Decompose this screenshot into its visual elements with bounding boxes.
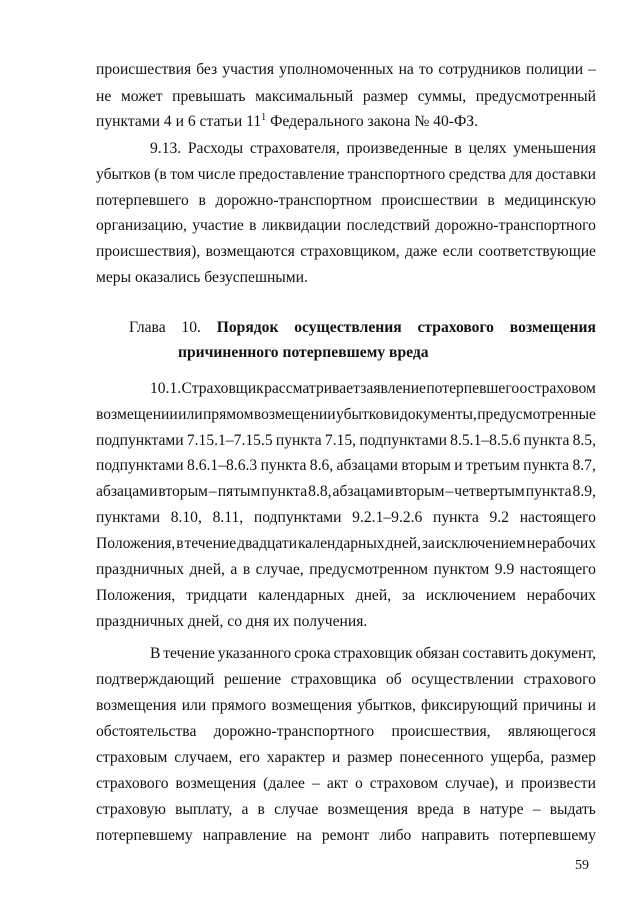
word: страховом <box>369 775 439 792</box>
word: 8.5, <box>572 432 596 449</box>
word: может <box>120 88 163 105</box>
word: для <box>509 166 533 183</box>
word: настоящего <box>519 509 596 526</box>
word: 7.15, <box>324 432 357 449</box>
text-line <box>96 696 596 716</box>
word: 8.7, <box>572 457 596 474</box>
word: страховую <box>96 801 166 818</box>
text-line <box>96 508 596 528</box>
word: предусмотренном <box>309 561 428 578</box>
word: произвести <box>520 775 596 792</box>
word: убытков <box>96 166 151 183</box>
word: дорожно-транспортного <box>213 723 375 740</box>
word: либо <box>379 827 412 844</box>
word: или <box>181 697 207 714</box>
word: пунктами <box>96 509 160 526</box>
word: – <box>208 483 217 500</box>
text-line <box>96 722 596 742</box>
word: Расходы <box>187 140 244 157</box>
word: дорожно-транспортном <box>215 192 372 209</box>
heading-word: осуществления <box>294 319 402 336</box>
word: 9.9 <box>494 561 515 578</box>
text-line <box>96 216 596 236</box>
text-line <box>96 482 596 502</box>
word: а <box>230 561 238 578</box>
word: том <box>170 166 195 183</box>
text-line <box>96 560 596 580</box>
word: происшествия), <box>96 243 201 260</box>
word: 9.2.1–9.2.6 <box>352 509 423 526</box>
word: дней, <box>189 561 225 578</box>
word: настоящего <box>519 561 596 578</box>
word: предусмотренный <box>475 88 596 105</box>
word: причины <box>522 697 583 714</box>
word: полиции <box>525 61 584 78</box>
word: или <box>178 406 203 423</box>
text-line: праздничных дней, со дня их получения. <box>96 613 368 630</box>
word: 8.9, <box>572 483 596 500</box>
word: заявление <box>360 380 426 397</box>
word: суммы, <box>417 88 467 105</box>
word: прямом <box>202 406 254 423</box>
word: страхового <box>96 775 169 792</box>
word: в <box>176 535 184 552</box>
text-fragment: пунктами 4 и 6 статьи 11 <box>96 113 262 130</box>
word: пунктом <box>433 561 490 578</box>
word: происшествия <box>96 61 192 78</box>
word: подпунктами <box>253 509 342 526</box>
heading-word: 10. <box>181 319 201 336</box>
word: а <box>241 801 249 818</box>
word: пункта <box>523 457 570 474</box>
word: средства <box>448 166 506 183</box>
word: за <box>401 587 416 604</box>
text-line <box>96 60 596 80</box>
word: третьим <box>466 457 520 474</box>
word: направление <box>202 827 287 844</box>
text-line <box>96 748 596 768</box>
word: и <box>391 406 400 423</box>
word: вторым <box>394 483 445 500</box>
text-line <box>96 670 596 690</box>
text-line <box>96 456 596 476</box>
word: (далее <box>263 775 305 792</box>
word: об <box>385 671 402 688</box>
text-line: меры оказались безуспешными. <box>96 269 308 286</box>
word: доставки <box>535 166 596 183</box>
word: вторым <box>158 483 208 500</box>
word: направить <box>421 827 490 844</box>
word: размер <box>362 88 409 105</box>
word: возмещении <box>253 406 336 423</box>
word: 8.6.1–8.6.3 <box>187 457 258 474</box>
word: и <box>587 697 596 714</box>
word: случаем, <box>174 749 233 766</box>
word: пункта <box>433 509 479 526</box>
word: Страховщик <box>181 380 264 397</box>
word: календарных <box>297 535 385 552</box>
word: выплату, <box>175 801 233 818</box>
word: пункта <box>260 457 307 474</box>
word: четвертым <box>454 483 525 500</box>
word: сотрудников <box>438 61 521 78</box>
word: решение <box>223 671 282 688</box>
word: целях <box>468 140 507 157</box>
word: 9.13. <box>150 140 182 157</box>
word: и <box>331 749 341 766</box>
word: 8.10, <box>170 509 202 526</box>
word: дней, <box>385 535 421 552</box>
word: 10.1. <box>150 380 182 397</box>
word: пункта <box>523 432 570 449</box>
word: возмещения <box>327 801 408 818</box>
word: исключением <box>435 535 526 552</box>
word: и <box>454 457 463 474</box>
word: – <box>445 483 454 500</box>
word: Положения, <box>96 535 176 552</box>
word: за <box>421 535 435 552</box>
word: в <box>454 140 462 157</box>
word: последствий <box>346 217 431 234</box>
text-fragment: Федерального закона № 40-ФЗ. <box>266 113 478 130</box>
word: дней, <box>355 587 392 604</box>
text-line <box>96 586 596 606</box>
text-line <box>150 644 596 664</box>
word: числе <box>197 166 236 183</box>
word: размер <box>347 749 393 766</box>
word: нерабочих <box>526 535 596 552</box>
word: Положения, <box>96 587 176 604</box>
word: (в <box>154 166 167 183</box>
word: абзацами <box>336 457 398 474</box>
word: обстоятельства <box>96 723 197 740</box>
word: подпунктами <box>96 457 184 474</box>
word: подтверждающий <box>96 671 215 688</box>
word: возмещения <box>271 697 352 714</box>
word: произведенные <box>346 140 448 157</box>
word: 8.5.1–8.5.6 <box>450 432 521 449</box>
word: случае <box>274 801 319 818</box>
word: абзацами <box>96 483 158 500</box>
word: составить <box>462 645 528 662</box>
word: В <box>150 645 161 662</box>
word: и <box>505 775 514 792</box>
word: возмещаются <box>205 243 295 260</box>
word: абзацами <box>332 483 394 500</box>
text-line <box>96 800 596 820</box>
word: превышать <box>172 88 246 105</box>
word: – <box>588 61 596 78</box>
word: участия <box>222 61 275 78</box>
word: на <box>398 61 414 78</box>
word: понесенного <box>399 749 484 766</box>
word: рассматривает <box>264 380 360 397</box>
word: предусмотренные <box>477 406 596 423</box>
word: – <box>532 801 541 818</box>
word: уполномоченных <box>279 61 394 78</box>
superscript: 1 <box>261 112 267 123</box>
word: ущерба, <box>490 749 544 766</box>
word: исключением <box>425 587 516 604</box>
word: указанного <box>217 645 292 662</box>
word: натуре <box>479 801 524 818</box>
word: календарных <box>258 587 345 604</box>
word: потерпевшему <box>499 827 596 844</box>
word: течение <box>184 535 237 552</box>
word: подпунктами <box>359 432 447 449</box>
word: медицинскую <box>504 192 596 209</box>
word: срока <box>294 645 331 662</box>
word: в <box>463 801 471 818</box>
word: организацию, <box>96 217 187 234</box>
word: 7.15.1–7.15.5 <box>186 432 273 449</box>
text-line <box>150 379 596 399</box>
word: если <box>442 243 474 260</box>
text-line <box>96 431 596 451</box>
word: случае), <box>445 775 499 792</box>
word: размер <box>550 749 596 766</box>
word: убытков, <box>357 697 416 714</box>
word: потерпевшего <box>96 192 189 209</box>
word: обязан <box>415 645 460 662</box>
word: вторым <box>401 457 451 474</box>
word: в <box>249 217 257 234</box>
word: пункта <box>525 483 572 500</box>
text-line <box>96 774 596 794</box>
text-line <box>96 112 478 132</box>
word: прямого <box>211 697 267 714</box>
word: в <box>487 192 495 209</box>
word: двадцати <box>237 535 298 552</box>
word: возмещения <box>96 697 177 714</box>
word: выдать <box>549 801 596 818</box>
word: то <box>418 61 434 78</box>
word: в <box>257 801 265 818</box>
word: его <box>239 749 260 766</box>
word: без <box>196 61 218 78</box>
word: уменьшения <box>513 140 596 157</box>
word: потерпевшему <box>96 827 193 844</box>
word: предоставление <box>239 166 345 183</box>
word: документ, <box>530 645 596 662</box>
word: тридцати <box>186 587 248 604</box>
word: течение <box>163 645 215 662</box>
word: участие <box>192 217 244 234</box>
word: потерпевшего <box>426 380 520 397</box>
heading-word: Глава <box>129 319 166 336</box>
page-number: 59 <box>575 858 589 873</box>
word: ликвидации <box>261 217 342 234</box>
word: нерабочих <box>526 587 596 604</box>
word: о <box>519 380 528 397</box>
word: 8.6, <box>309 457 334 474</box>
chapter-heading-line-2: причиненного потерпевшему вреда <box>178 344 429 361</box>
word: возмещении <box>96 406 178 423</box>
word: возмещения <box>175 775 257 792</box>
word: транспортного <box>347 166 446 183</box>
word: подпунктами <box>96 432 184 449</box>
word: на <box>296 827 312 844</box>
word: в <box>242 561 251 578</box>
chapter-heading <box>129 318 596 338</box>
word: убытков <box>335 406 391 423</box>
word: 8.8, <box>308 483 332 500</box>
word: страхового <box>523 671 596 688</box>
word: дорожно-транспортного <box>435 217 596 234</box>
text-line <box>96 191 596 211</box>
word: не <box>96 88 112 105</box>
word: происшествия, <box>391 723 491 740</box>
word: страховщиком, <box>300 243 400 260</box>
word: страховщика <box>290 671 377 688</box>
word: максимальный <box>255 88 354 105</box>
word: акт <box>326 775 348 792</box>
word: ремонт <box>321 827 370 844</box>
word: 8.11, <box>212 509 244 526</box>
word: соответствующие <box>478 243 596 260</box>
word: страховым <box>96 749 168 766</box>
word: страховщик <box>333 645 413 662</box>
text-line <box>96 87 596 107</box>
word: документы, <box>399 406 477 423</box>
word: пункта <box>275 432 322 449</box>
heading-word: страхового <box>417 319 494 336</box>
word: даже <box>404 243 438 260</box>
word: происшествии <box>381 192 478 209</box>
text-line <box>150 139 596 159</box>
word: пятым <box>217 483 261 500</box>
text-line <box>96 242 596 262</box>
word: характер <box>266 749 325 766</box>
word: фиксирующий <box>421 697 518 714</box>
word: осуществлении <box>411 671 514 688</box>
word: в <box>198 192 206 209</box>
word: 9.2 <box>489 509 510 526</box>
word: праздничных <box>96 561 185 578</box>
text-line <box>96 165 596 185</box>
word: о <box>354 775 363 792</box>
word: пункта <box>261 483 308 500</box>
word: случае, <box>255 561 304 578</box>
word: – <box>312 775 320 792</box>
word: страховом <box>527 380 596 397</box>
heading-word: Порядок <box>216 319 279 336</box>
heading-word: возмещения <box>509 319 596 336</box>
word: вреда <box>417 801 454 818</box>
text-line <box>96 826 596 846</box>
word: являющегося <box>507 723 596 740</box>
text-line <box>96 405 596 425</box>
word: страхователя, <box>249 140 340 157</box>
text-line <box>96 534 596 554</box>
